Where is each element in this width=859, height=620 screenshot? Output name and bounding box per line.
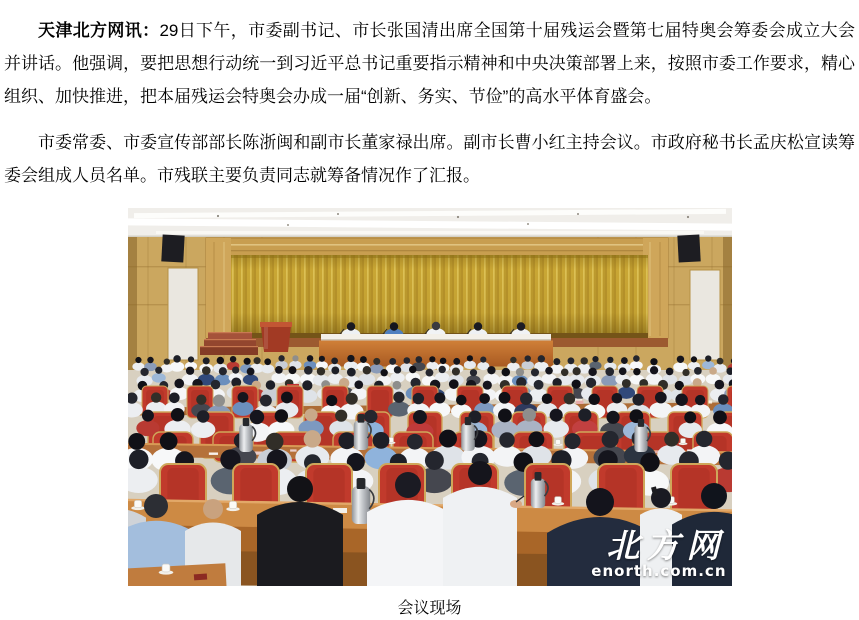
wall-panel-left [168,268,198,360]
photo-caption: 会议现场 [397,600,462,617]
podium [260,322,292,352]
audience-person [463,361,475,369]
front-row-person [257,502,343,586]
stage-curtain [231,255,648,335]
paragraph-1 [4,14,855,113]
thermos-flask [530,478,544,508]
audience-person [426,362,438,370]
conference-hall-scene [128,208,732,586]
front-row-person [547,517,653,586]
ceiling [128,208,732,238]
audience-person [521,361,533,370]
audience-person [261,364,274,373]
audience-person [190,421,214,438]
audience [128,355,732,586]
thermos-flask [461,423,475,451]
front-row-person [367,500,449,586]
audience-person [169,362,184,372]
speaker-left [161,234,184,262]
audience-person [477,362,489,370]
wall-panel-right [690,270,720,360]
thermos-flask [634,425,647,452]
paragraph-2 [4,126,855,192]
watermark-domain: enorth.com.cn [591,562,727,580]
speaker-right [677,234,700,262]
audience-person [232,401,253,416]
audience-person [388,401,410,416]
thermos-flask [353,420,367,450]
thermos-flask [239,424,253,452]
audience-person [128,467,158,493]
front-row-person [443,487,517,586]
paragraph-1-text: 29日下午，市委副书记、市长张国清出席全国第十届残运会暨第七届特奥会筹委会成立大会并讲话。他强调，要把思想行动统一到习近平总书记重要指示精神和中央决策部署上来，按照市委工作要求，精心组织、加快推进，把本届残运会特奥会办成一届“创新、务实、节俭”的高水平体育盛会。 [4,21,855,106]
watermark-logo-text: 北方网 [606,526,727,565]
front-row-person [672,512,732,586]
paragraph-2-text: 市委常委、市委宣传部部长陈浙闽和副市长董家禄出席。副市长曹小红主持会议。市政府秘书长孟庆松宣读筹委会组成人员名单。市残联主要负责同志就筹备情况作了汇报。 [4,133,855,185]
article-lead: 天津北方网讯： [38,21,160,40]
news-photo [128,208,732,586]
